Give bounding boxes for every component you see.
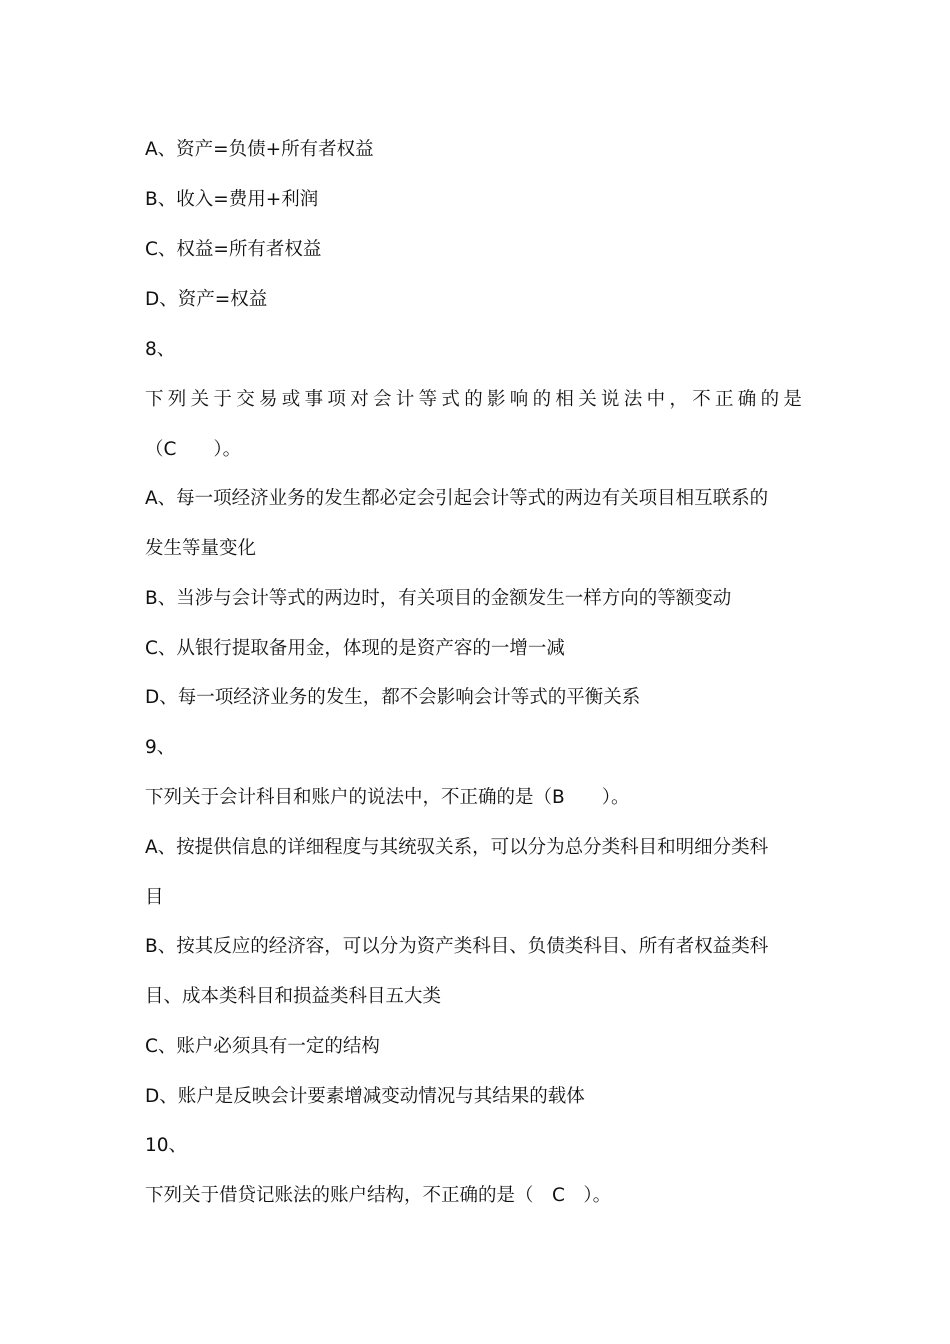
q7-option-a: A、资产=负债+所有者权益	[145, 139, 374, 160]
q10-number: 10、	[145, 1135, 188, 1156]
q8-option-a-line2: 发生等量变化	[145, 538, 257, 559]
q8-option-a-line1: A、每一项经济业务的发生都必定会引起会计等式的两边有关项目相互联系的	[145, 488, 769, 509]
q9-option-d: D、账户是反映会计要素增减变动情况与其结果的载体	[145, 1086, 585, 1107]
q9-option-b-line1: B、按其反应的经济容，可以分为资产类科目、负债类科目、所有者权益类科	[145, 936, 769, 957]
q8-option-d: D、每一项经济业务的发生，都不会影响会计等式的平衡关系	[145, 687, 641, 708]
q9-number: 9、	[145, 737, 176, 758]
q7-option-d: D、资产=权益	[145, 289, 268, 310]
q8-stem-line1: 下列关于交易或事项对会计等式的影响的相关说法中，不正确的是	[145, 389, 807, 410]
q8-number: 8、	[145, 339, 176, 360]
q9-option-c: C、账户必须具有一定的结构	[145, 1036, 380, 1057]
q9-option-a-line1: A、按提供信息的详细程度与其统驭关系，可以分为总分类科目和明细分类科	[145, 837, 769, 858]
q8-option-c: C、从银行提取备用金，体现的是资产容的一增一减	[145, 638, 565, 659]
q7-option-b: B、收入=费用+利润	[145, 189, 319, 210]
q9-option-a-line2: 目	[145, 887, 164, 908]
q9-stem: 下列关于会计科目和账户的说法中，不正确的是（B ）。	[145, 787, 630, 808]
q8-option-b: B、当涉与会计等式的两边时，有关项目的金额发生一样方向的等额变动	[145, 588, 732, 609]
q7-option-c: C、权益=所有者权益	[145, 239, 322, 260]
q9-option-b-line2: 目、成本类科目和损益类科目五大类	[145, 986, 442, 1007]
q10-stem: 下列关于借贷记账法的账户结构，不正确的是（ C ）。	[145, 1185, 612, 1206]
q8-stem-line2: （C ）。	[145, 439, 242, 460]
